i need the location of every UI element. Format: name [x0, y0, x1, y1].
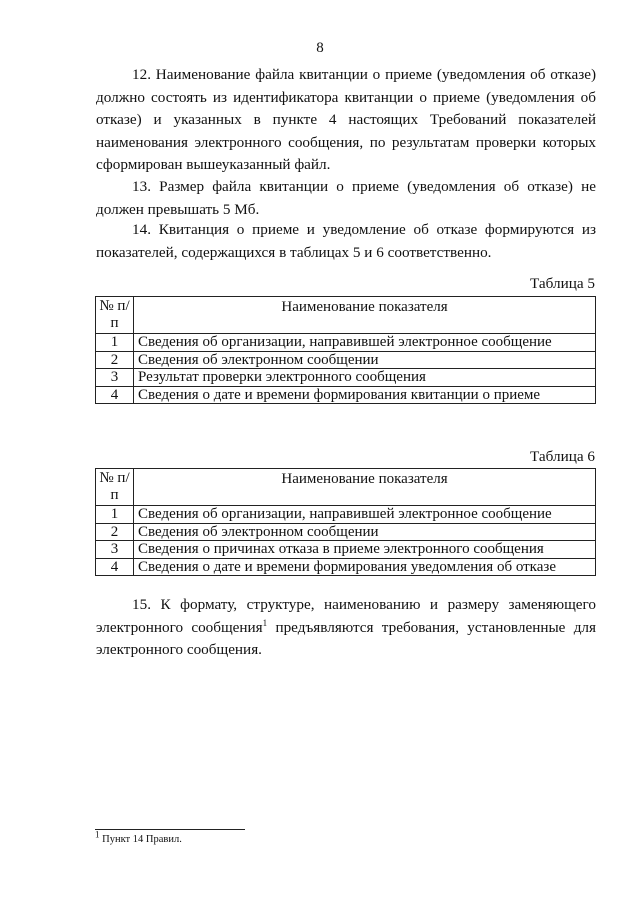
paragraph-15 [96, 594, 596, 662]
row-number: 1 [96, 334, 134, 352]
paragraph-14: 14. Квитанция о приеме и уведомление об отказе формируются из показателей, содержащихся в таблицах 5 и 6 соответственно. [96, 221, 596, 261]
table-row [96, 334, 596, 352]
header-indicator-name: Наименование показателя [134, 469, 596, 506]
row-indicator-name: Сведения о причинах отказа в приеме электронного сообщения [134, 541, 596, 559]
table-row [96, 351, 596, 369]
footnote-text: Пункт 14 Правил. [99, 834, 182, 845]
header-number: № п/п [96, 469, 134, 506]
footnote-reference: 1 [262, 617, 268, 628]
table-row [96, 541, 596, 559]
table-5 [95, 296, 596, 404]
table-header-row [96, 297, 596, 334]
footnote-divider [95, 829, 245, 830]
footnote [95, 829, 182, 845]
row-indicator-name: Сведения об электронном сообщении [134, 351, 596, 369]
row-number: 3 [96, 541, 134, 559]
table-row [96, 523, 596, 541]
row-indicator-name: Результат проверки электронного сообщения [134, 369, 596, 387]
table-header-row [96, 469, 596, 506]
row-indicator-name: Сведения об электронном сообщении [134, 523, 596, 541]
row-indicator-name: Сведения о дате и времени формирования квитанции о приеме [134, 386, 596, 404]
row-number: 4 [96, 386, 134, 404]
paragraph-12: 12. Наименование файла квитанции о приеме (уведомления об отказе) должно состоять из идентификатора квитанции о приеме (уведомления об отказе) и указанных в пункте 4 настоящих Требований показателей наименования электронного сообщения, по результатам проверки которых сформирован вышеуказанный файл. [96, 66, 596, 173]
row-number: 3 [96, 369, 134, 387]
page-number: 8 [316, 40, 324, 56]
row-number: 1 [96, 506, 134, 524]
paragraph-13: 13. Размер файла квитанции о приеме (уведомления об отказе) не должен превышать 5 Мб. [96, 178, 596, 218]
row-number: 2 [96, 523, 134, 541]
table-6-caption: Таблица 6 [530, 448, 595, 465]
paragraph-15-text-end: предъявляются требования, установленные для электронного сообщения. [96, 618, 596, 658]
table-row [96, 369, 596, 387]
row-number: 2 [96, 351, 134, 369]
footnote-mark: 1 [95, 829, 100, 840]
row-number: 4 [96, 558, 134, 576]
table-row [96, 558, 596, 576]
table-5-caption: Таблица 5 [530, 275, 595, 292]
row-indicator-name: Сведения об организации, направившей электронное сообщение [134, 506, 596, 524]
header-indicator-name: Наименование показателя [134, 297, 596, 334]
header-number: № п/п [96, 297, 134, 334]
row-indicator-name: Сведения об организации, направившей электронное сообщение [134, 334, 596, 352]
table-row [96, 386, 596, 404]
row-indicator-name: Сведения о дате и времени формирования уведомления об отказе [134, 558, 596, 576]
table-6 [95, 468, 596, 576]
table-row [96, 506, 596, 524]
paragraph-15-text: 15. К формату, структуре, наименованию и размеру заменяющего электронного сообщения [96, 596, 596, 636]
